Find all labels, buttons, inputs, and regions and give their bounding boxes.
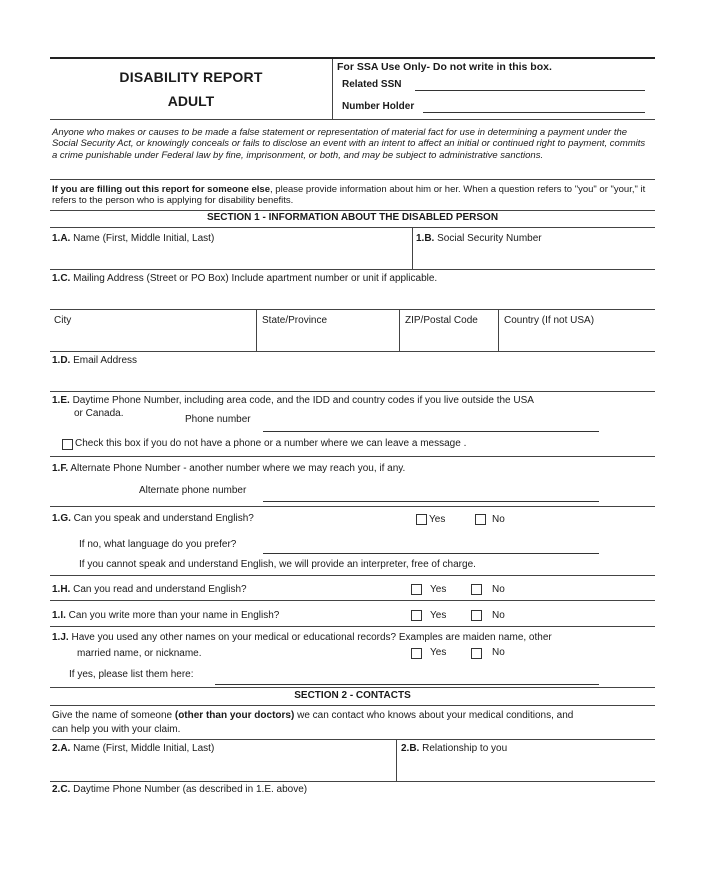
divider [50,227,655,228]
write-english-no-checkbox[interactable] [471,610,482,621]
no-label: No [492,514,505,525]
question-2c-label: 2.C. Daytime Phone Number (as described in 1.E. above) [52,784,308,795]
alternate-phone-label: Alternate phone number [139,485,247,496]
form-subtitle: ADULT [167,93,215,109]
section-2-intro-cont: can help you with your claim. [52,724,181,735]
zip-code-label: ZIP/Postal Code [405,315,478,326]
false-statement-warning: Anyone who makes or causes to be made a false statement or representation of material fact for use in determining a payment under the Social Security Act, or knowingly conceals or fails to disclose an event with an intent to affect an initial or continued right to payment, commits a crime punishable under Federal law by fine, imprisonment, or both, and may be subject to administrative sanctions. [52,127,646,161]
no-phone-label: Check this box if you do not have a phone or a number where we can leave a message . [75,438,467,449]
mailing-address-field[interactable] [50,309,655,310]
divider [50,506,655,507]
question-1i-label: 1.I. Can you write more than your name in English? [52,610,280,621]
disability-report-form [50,57,655,795]
number-holder-field[interactable] [423,112,645,113]
question-1e-label: 1.E. Daytime Phone Number, including area code, and the IDD and country codes if you live outside the USA [52,395,534,406]
related-ssn-field[interactable] [415,90,645,91]
other-names-yes-checkbox[interactable] [411,648,422,659]
read-english-no-checkbox[interactable] [471,584,482,595]
section-1-title: SECTION 1 - INFORMATION ABOUT THE DISABLED PERSON [206,212,499,223]
form-header [50,57,655,120]
fill-note-text: , please provide information about him or her. When a question refers to "you" or "your," it refers to the person who is applying for disability benefits. [52,184,646,206]
question-1b-label: 1.B. Social Security Number [416,233,542,244]
fill-note-bold: If you are filling out this report for someone else [52,184,271,195]
write-english-yes-checkbox[interactable] [411,610,422,621]
name-ssn-field-bottom[interactable] [50,269,655,270]
email-address-field[interactable] [50,391,655,392]
section-2-intro: Give the name of someone (other than your doctors) we can contact who knows about your medical conditions, and [52,710,574,721]
divider [498,309,499,351]
section-2-title: SECTION 2 - CONTACTS [294,690,411,701]
no-label: No [492,584,505,595]
divider [50,456,655,457]
yes-label: Yes [430,584,447,595]
question-1e-label-cont: or Canada. [74,408,124,419]
divider [50,705,655,706]
divider [50,739,655,740]
question-1f-label: 1.F. Alternate Phone Number - another number where we may reach you, if any. [52,463,406,474]
question-1j-label-cont: married name, or nickname. [77,648,202,659]
phone-number-field[interactable] [263,431,599,432]
divider [399,309,400,351]
city-label: City [54,315,72,326]
yes-label: Yes [430,610,447,621]
country-label: Country (If not USA) [504,315,595,326]
divider [50,687,655,688]
divider [50,575,655,576]
question-1j-label: 1.J. Have you used any other names on your medical or educational records? Examples are maiden name, other [52,632,552,643]
other-names-no-checkbox[interactable] [471,648,482,659]
city-state-zip-field-bottom[interactable] [50,351,655,352]
question-1d-label: 1.D. Email Address [52,355,138,366]
related-ssn-label: Related SSN [342,79,402,90]
speak-english-no-checkbox[interactable] [475,514,486,525]
divider [412,227,413,269]
read-english-yes-checkbox[interactable] [411,584,422,595]
question-2b-label: 2.B. Relationship to you [401,743,508,754]
question-2a-label: 2.A. Name (First, Middle Initial, Last) [52,743,215,754]
divider [50,210,655,211]
phone-number-label: Phone number [185,414,251,425]
preferred-language-label: If no, what language do you prefer? [79,539,237,550]
divider [256,309,257,351]
question-1c-label: 1.C. Mailing Address (Street or PO Box) Include apartment number or unit if applicable. [52,273,438,284]
no-label: No [492,610,505,621]
no-label: No [492,647,505,658]
question-1h-label: 1.H. Can you read and understand English? [52,584,247,595]
no-phone-checkbox[interactable] [62,439,73,450]
preferred-language-field[interactable] [263,553,599,554]
yes-label: Yes [429,514,446,525]
filling-for-someone-note [52,184,652,206]
divider [396,739,397,781]
form-title-box [50,59,333,120]
question-1g-label: 1.G. Can you speak and understand English? [52,513,254,524]
ssa-use-only-note: For SSA Use Only- Do not write in this box. [337,61,552,73]
speak-english-yes-checkbox[interactable] [416,514,427,525]
number-holder-label: Number Holder [342,101,415,112]
state-province-label: State/Province [262,315,328,326]
other-names-list-label: If yes, please list them here: [69,669,194,680]
alternate-phone-field[interactable] [263,501,599,502]
divider [50,179,655,180]
other-names-field[interactable] [215,684,599,685]
interpreter-note: If you cannot speak and understand English, we will provide an interpreter, free of charge. [79,559,476,570]
divider [50,626,655,627]
yes-label: Yes [430,647,447,658]
divider [50,600,655,601]
contact-name-relationship-field-bottom[interactable] [50,781,655,782]
question-1a-label: 1.A. Name (First, Middle Initial, Last) [52,233,215,244]
form-title: DISABILITY REPORT [119,69,263,85]
